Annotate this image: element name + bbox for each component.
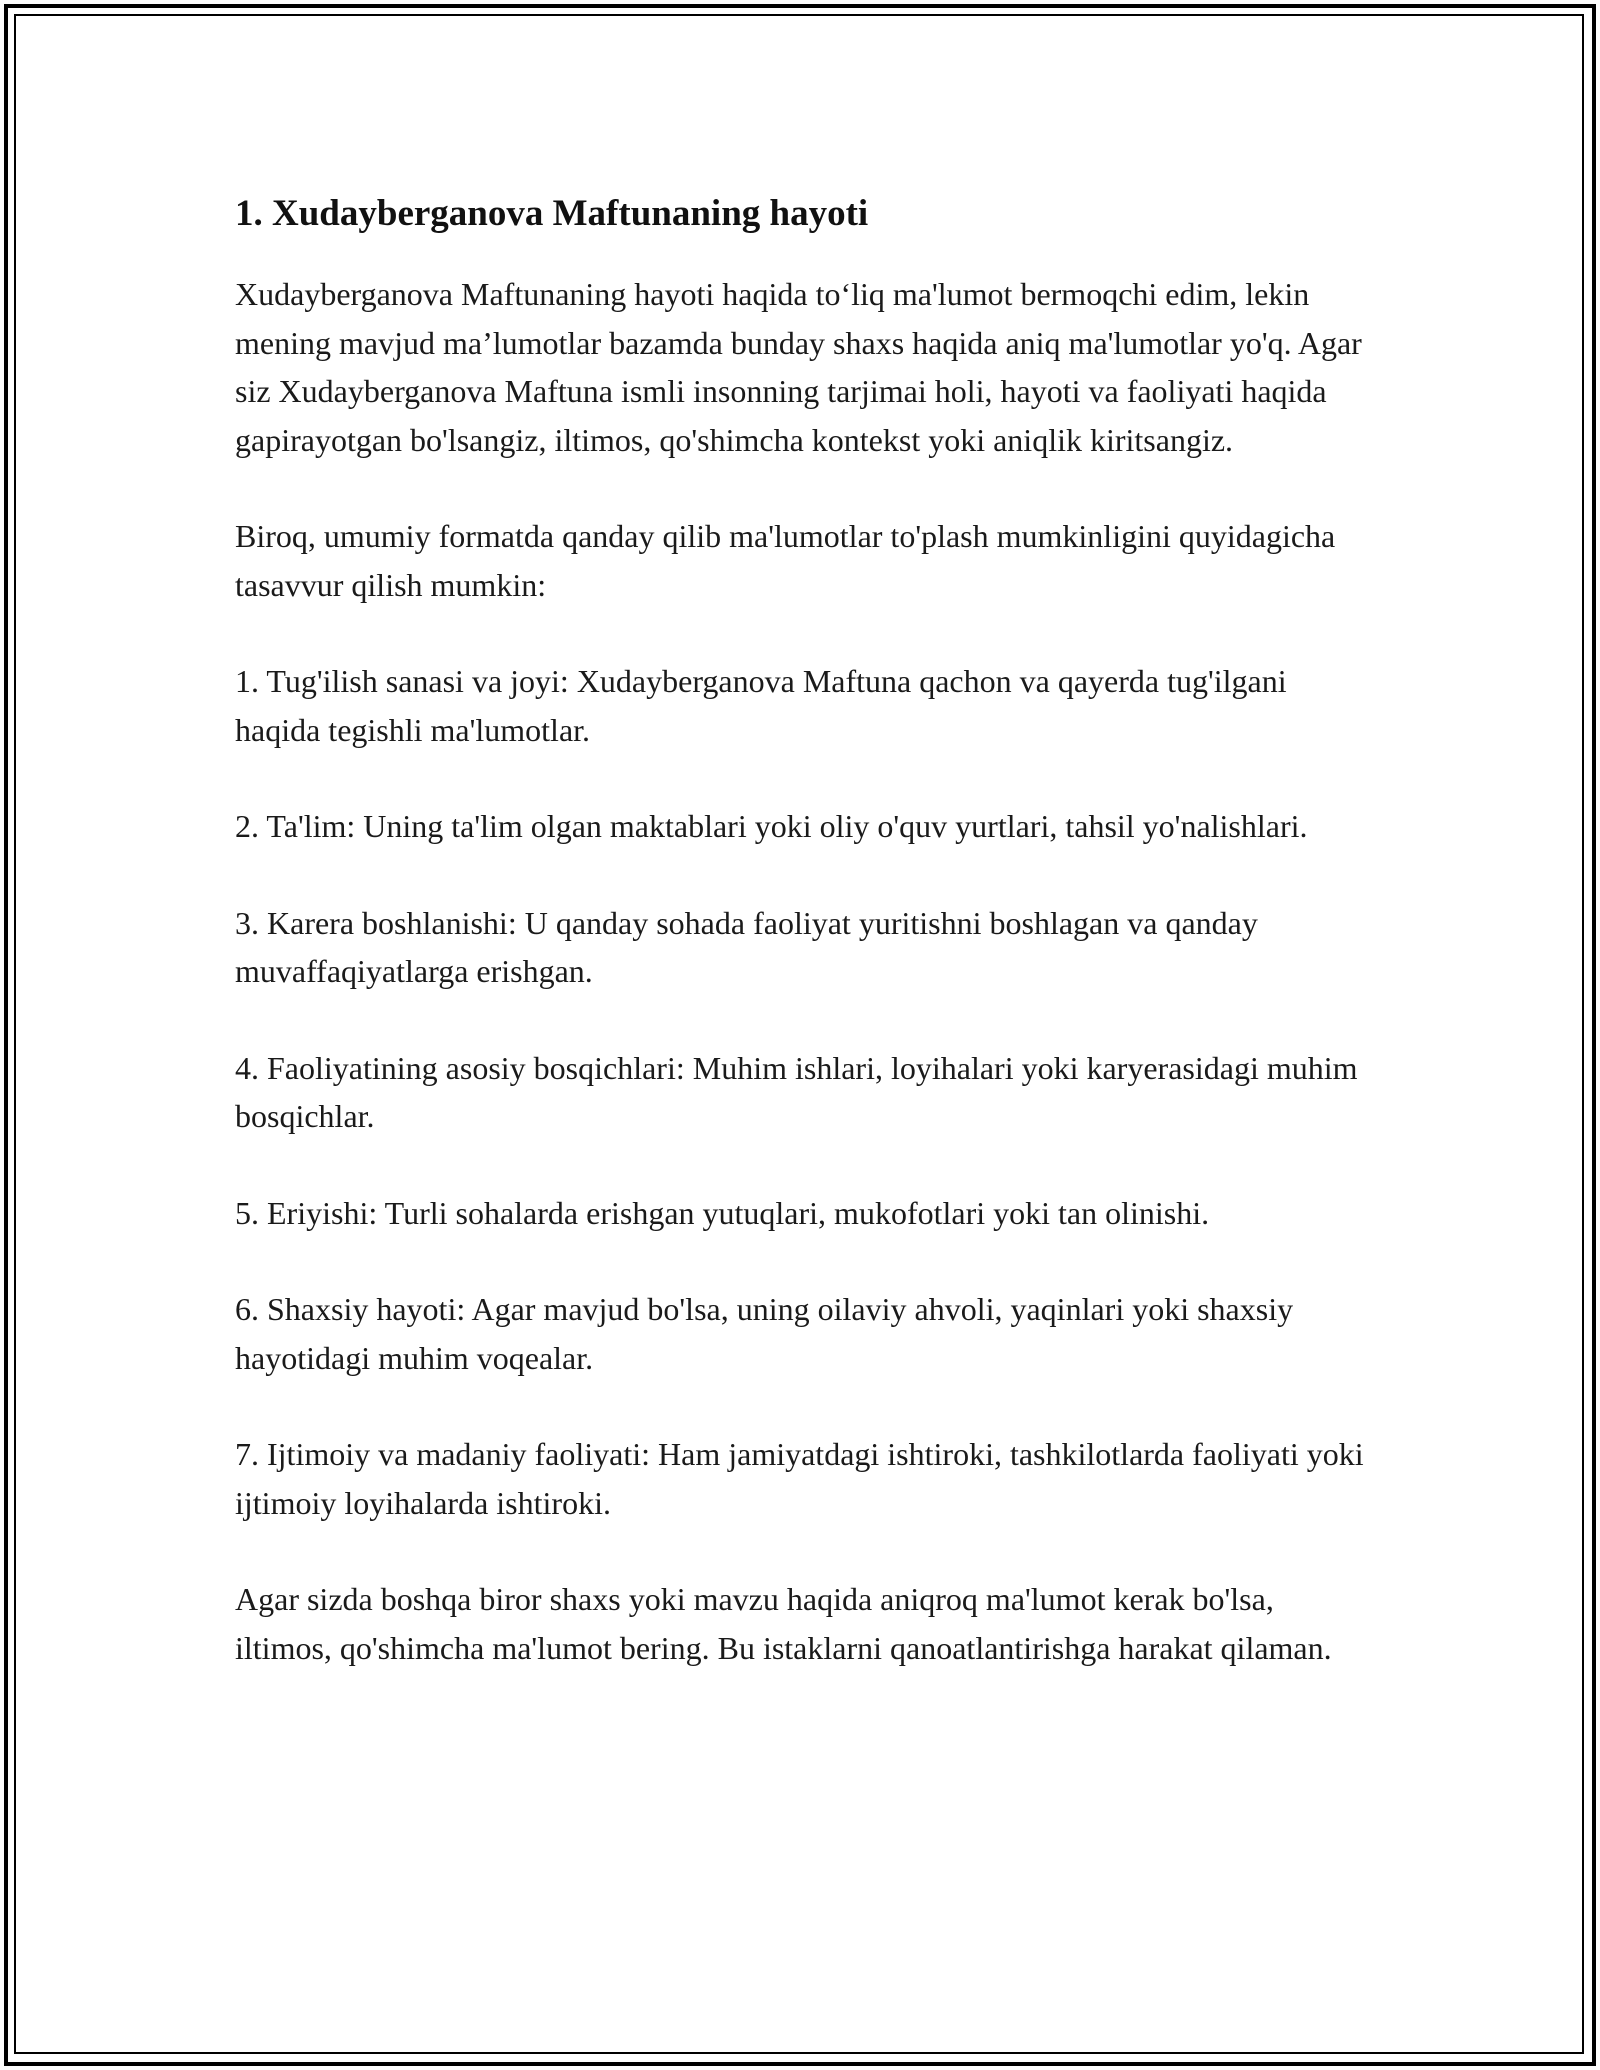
document-heading: 1. Xudayberganova Maftunaning hayoti — [235, 193, 869, 234]
closing-paragraph: Agar sizda boshqa biror shaxs yoki mavzu haqida aniqroq ma'lumot kerak bo'lsa, iltimos, qo'shimcha ma'lumot bering. Bu istaklarni qanoatlantirishga harakat qilaman. — [235, 1581, 1332, 1666]
list-item-personal-life: 6. Shaxsiy hayoti: Agar mavjud bo'lsa, uning oilaviy ahvoli, yaqinlari yoki shaxsiy hayotidagi muhim voqealar. — [235, 1291, 1294, 1376]
list-item-birth: 1. Tug'ilish sanasi va joyi: Xudayberganova Maftuna qachon va qayerda tug'ilgani haqida tegishli ma'lumotlar. — [235, 663, 1287, 748]
document-body — [235, 188, 1365, 1720]
list-item-achievements: 5. Eriyishi: Turli sohalarda erishgan yutuqlari, mukofotlari yoki tan olinishi. — [235, 1194, 1210, 1231]
format-paragraph: Biroq, umumiy formatda qanday qilib ma'lumotlar to'plash mumkinligini quyidagicha tasavvur qilish mumkin: — [235, 518, 1336, 603]
list-item-education: 2. Ta'lim: Uning ta'lim olgan maktablari yoki oliy o'quv yurtlari, tahsil yo'nalishlari. — [235, 808, 1308, 844]
list-item-career-start: 3. Karera boshlanishi: U qanday sohada faoliyat yuritishni boshlagan va qanday muvaffaqiyatlarga erishgan. — [235, 904, 1258, 989]
list-item-career-stages: 4. Faoliyatining asosiy bosqichlari: Muhim ishlari, loyihalari yoki karyerasidagi muhim bosqichlar. — [235, 1049, 1358, 1134]
intro-paragraph: Xudayberganova Maftunaning hayoti haqida to‘liq ma'lumot bermoqchi edim, lekin mening mavjud ma’lumotlar bazamda bunday shaxs haqida aniq ma'lumotlar yo'q. Agar siz Xudayberganova Maftuna ismli insonning tarjimai holi, hayoti va faoliyati haqida gapirayotgan bo'lsangiz, iltimos, qo'shimcha kontekst yoki aniqlik kiritsangiz. — [235, 276, 1362, 458]
list-item-social-activity: 7. Ijtimoiy va madaniy faoliyati: Ham jamiyatdagi ishtiroki, tashkilotlarda faoliyati yoki ijtimoiy loyihalarda ishtiroki. — [235, 1436, 1364, 1521]
